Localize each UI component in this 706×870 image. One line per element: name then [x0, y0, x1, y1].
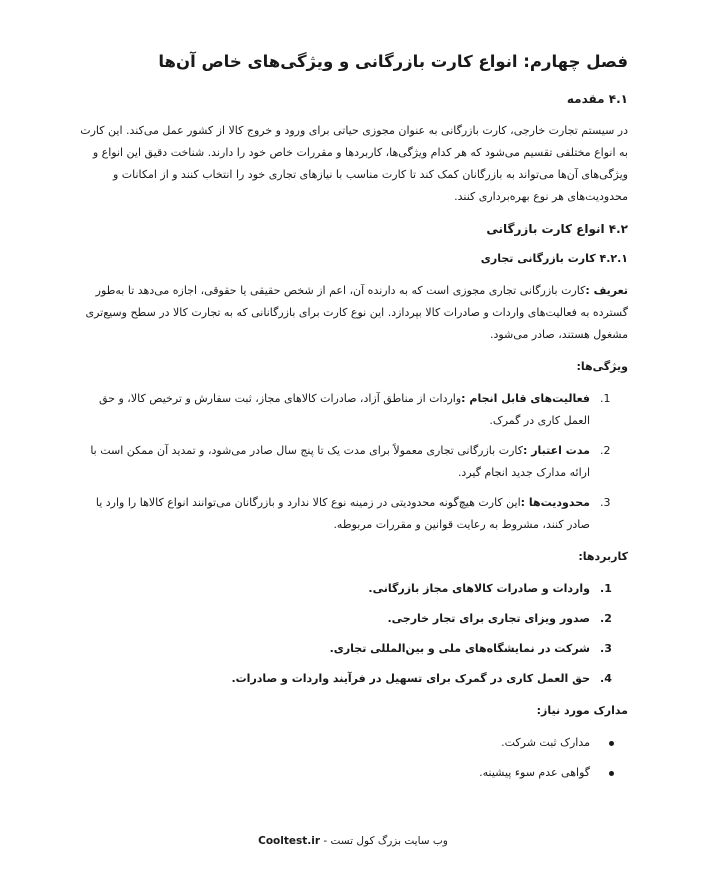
- features-list: [80, 388, 628, 536]
- list-number: 2.: [600, 444, 611, 457]
- list-item: [80, 492, 628, 536]
- subsection-heading-commercial-card: ۴.۲.۱ کارت بازرگانی تجاری: [480, 252, 628, 265]
- section-heading-types: ۴.۲ انواع کارت بازرگانی: [486, 222, 628, 236]
- documents-list: [80, 732, 628, 784]
- list-item: [80, 440, 628, 484]
- use-text: صدور ویزای تجاری برای تجار خارجی.: [387, 612, 590, 625]
- list-number: 3.: [600, 642, 612, 655]
- list-item: [80, 388, 628, 432]
- definition-paragraph: [80, 280, 628, 346]
- document-text: مدارک ثبت شرکت.: [501, 736, 590, 749]
- list-number: 2.: [600, 612, 612, 625]
- section-heading-intro: ۴.۱ مقدمه: [566, 92, 628, 106]
- features-heading: ویژگی‌ها:: [576, 360, 628, 373]
- list-item: [80, 668, 628, 690]
- use-text: حق العمل کاری در گمرک برای تسهیل در فرآیند واردات و صادرات.: [231, 672, 590, 685]
- list-number: 3.: [600, 496, 611, 509]
- use-text: شرکت در نمایشگاه‌های ملی و بین‌المللی تجاری.: [329, 642, 590, 655]
- list-item: [80, 608, 628, 630]
- footer-text: وب سایت بزرگ کول تست -: [320, 835, 448, 847]
- feature-label: محدودیت‌ها :: [520, 496, 590, 509]
- list-item: [80, 578, 628, 600]
- list-number: 1.: [600, 392, 611, 405]
- feature-label: مدت اعتبار :: [522, 444, 590, 457]
- uses-list: [80, 578, 628, 690]
- list-item: [80, 638, 628, 660]
- feature-text: واردات از مناطق آزاد، صادرات کالاهای مجاز، ثبت سفارش و ترخیص کالا، و حق العمل کاری در گمرک.: [99, 392, 590, 427]
- list-item: [80, 732, 628, 754]
- feature-text: این کارت هیچ‌گونه محدودیتی در زمینه نوع کالا ندارد و بازرگانان می‌توانند انواع کالاها را وارد یا صادر کنند، مشروط به رعایت قوانین و مقررات مربوطه.: [95, 496, 590, 531]
- list-number: 1.: [600, 582, 612, 595]
- use-text: واردات و صادرات کالاهای مجاز بازرگانی.: [368, 582, 590, 595]
- page-footer: [0, 835, 706, 847]
- documents-heading: مدارک مورد نیاز:: [536, 704, 628, 717]
- list-number: 4.: [600, 672, 612, 685]
- feature-label: فعالیت‌های قابل انجام :: [461, 392, 590, 405]
- bullet-icon: [609, 741, 614, 746]
- footer-brand-link[interactable]: Cooltest.ir: [258, 835, 321, 847]
- bullet-icon: [609, 771, 614, 776]
- list-item: [80, 762, 628, 784]
- chapter-title: فصل چهارم: انواع کارت بازرگانی و ویژگی‌های خاص آن‌ها: [158, 52, 628, 71]
- feature-text: کارت بازرگانی تجاری معمولاً برای مدت یک تا پنج سال صادر می‌شود، و تمدید آن ممکن است با ارائه مدارک جدید انجام گیرد.: [90, 444, 590, 479]
- document-text: گواهی عدم سوء پیشینه.: [479, 766, 590, 779]
- document-page: [80, 50, 628, 792]
- uses-heading: کاربردها:: [578, 550, 628, 563]
- definition-label: تعریف :: [585, 284, 628, 297]
- intro-paragraph: در سیستم تجارت خارجی، کارت بازرگانی به عنوان مجوزی حیاتی برای ورود و خروج کالا از کشور عمل می‌کند. این کارت به انواع مختلفی تقسیم می‌شود که هر کدام ویژگی‌ها، کاربردها و مقررات خاص خود را دارند. شناخت دقیق این انواع و ویژگی‌های آن‌ها می‌تواند به بازرگانان کمک کند تا کارت مناسب با نیازهای تجاری خود را انتخاب کنند و از امکانات و محدودیت‌های هر نوع بهره‌برداری کنند.: [80, 124, 628, 203]
- definition-text: کارت بازرگانی تجاری مجوزی است که به دارنده آن، اعم از شخص حقیقی یا حقوقی، اجازه می‌دهد تا به‌طور گسترده به فعالیت‌های واردات و صادرات کالا بپردازد. این نوع کارت برای بازرگانانی که به تجارت کالا در سطح وسیع‌تری مشغول هستند، صادر می‌شود.: [85, 284, 628, 341]
